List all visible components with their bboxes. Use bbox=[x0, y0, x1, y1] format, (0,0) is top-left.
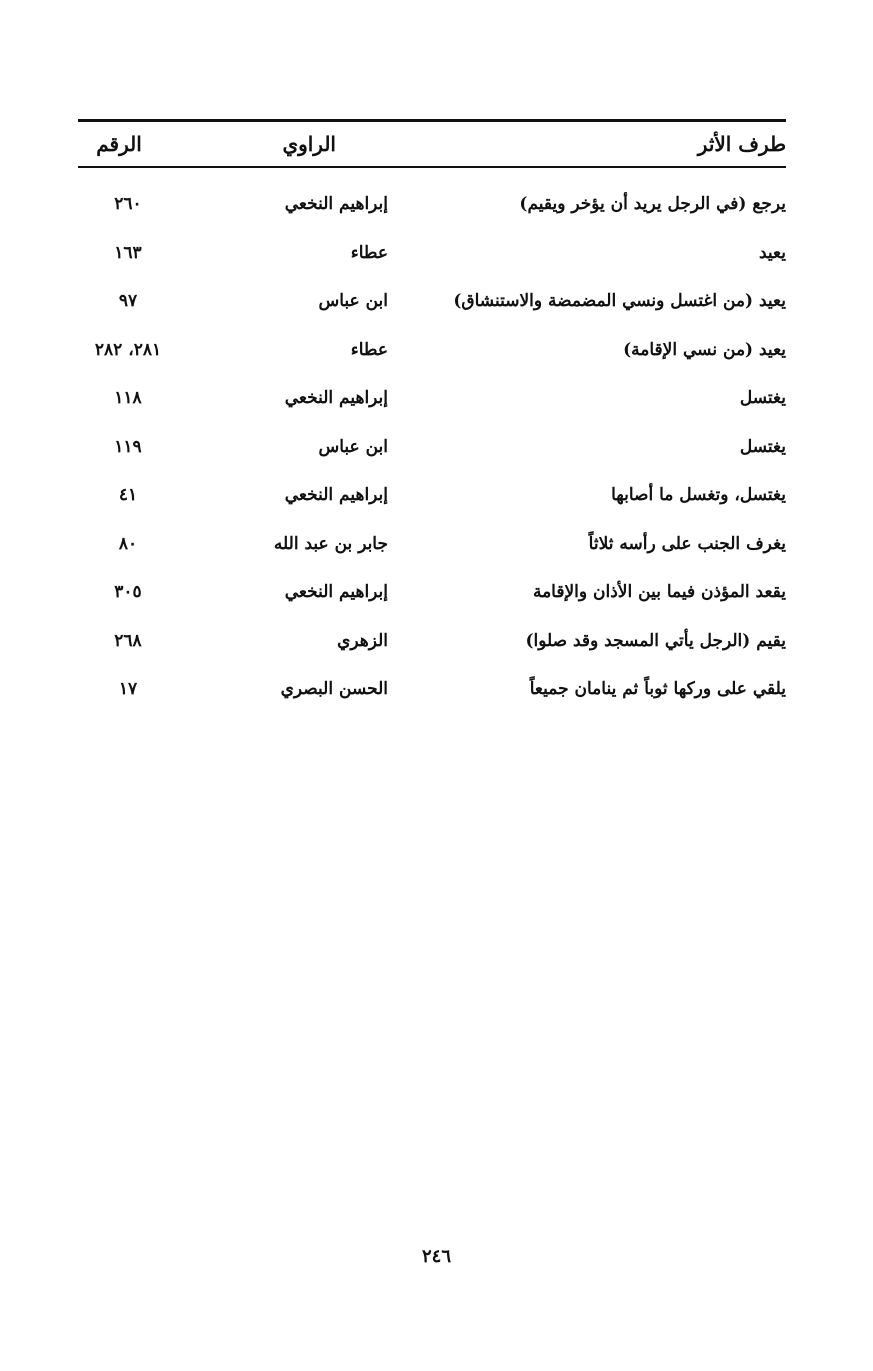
row-narrator: ابن عباس bbox=[318, 436, 388, 457]
row-narrator: جابر بن عبد الله bbox=[273, 533, 388, 554]
row-text: يغتسل bbox=[739, 388, 786, 409]
row-narrator: عطاء bbox=[350, 242, 388, 263]
row-number: ٢٨١، ٢٨٢ bbox=[94, 339, 162, 360]
row-narrator: إبراهيم النخعي bbox=[284, 582, 388, 603]
row-number: ١١٩ bbox=[114, 436, 142, 457]
row-narrator: عطاء bbox=[350, 339, 388, 360]
row-number: ١٧ bbox=[118, 679, 138, 700]
table-row bbox=[78, 423, 786, 472]
table-row bbox=[78, 277, 786, 326]
row-number: ١٦٣ bbox=[114, 242, 142, 263]
row-number: ٩٧ bbox=[118, 291, 138, 312]
row-number: ٢٦٠ bbox=[114, 194, 142, 215]
table-row bbox=[78, 520, 786, 569]
athar-index-table bbox=[78, 119, 786, 714]
table-row bbox=[78, 665, 786, 714]
row-narrator: إبراهيم النخعي bbox=[284, 485, 388, 506]
row-text: يغرف الجنب على رأسه ثلاثاً bbox=[588, 533, 786, 554]
table-row bbox=[78, 568, 786, 617]
row-number: ١١٨ bbox=[114, 388, 142, 409]
row-narrator: الحسن البصري bbox=[280, 679, 388, 700]
row-text: يقيم (الرجل يأتي المسجد وقد صلوا) bbox=[525, 630, 786, 651]
row-narrator: ابن عباس bbox=[318, 291, 388, 312]
row-text: يعيد (من نسي الإقامة) bbox=[623, 339, 786, 360]
row-text: يقعد المؤذن فيما بين الأذان والإقامة bbox=[532, 582, 786, 603]
row-text: يغتسل bbox=[739, 436, 786, 457]
page-number: ٢٤٦ bbox=[421, 1246, 451, 1267]
header-narrator: الراوي bbox=[282, 132, 336, 156]
table-row bbox=[78, 180, 786, 229]
table-row bbox=[78, 229, 786, 278]
row-number: ٢٦٨ bbox=[114, 630, 142, 651]
row-text: يعيد bbox=[759, 242, 786, 263]
table-row bbox=[78, 617, 786, 666]
table-header-row bbox=[78, 122, 786, 166]
table-row bbox=[78, 471, 786, 520]
row-text: يرجع (في الرجل يريد أن يؤخر ويقيم) bbox=[519, 194, 786, 215]
row-text: يعيد (من اغتسل ونسي المضمضة والاستنشاق) bbox=[453, 291, 786, 312]
table-row bbox=[78, 326, 786, 375]
row-text: يغتسل، وتغسل ما أصابها bbox=[611, 485, 786, 506]
row-number: ٤١ bbox=[118, 485, 138, 506]
row-number: ٣٠٥ bbox=[114, 582, 142, 603]
header-text: طرف الأثر bbox=[697, 132, 786, 156]
row-narrator: الزهري bbox=[337, 630, 388, 651]
row-narrator: إبراهيم النخعي bbox=[284, 194, 388, 215]
row-narrator: إبراهيم النخعي bbox=[284, 388, 388, 409]
header-number: الرقم bbox=[96, 132, 142, 156]
row-number: ٨٠ bbox=[118, 533, 138, 554]
table-row bbox=[78, 374, 786, 423]
row-text: يلقي على وركها ثوباً ثم ينامان جميعاً bbox=[529, 679, 786, 700]
